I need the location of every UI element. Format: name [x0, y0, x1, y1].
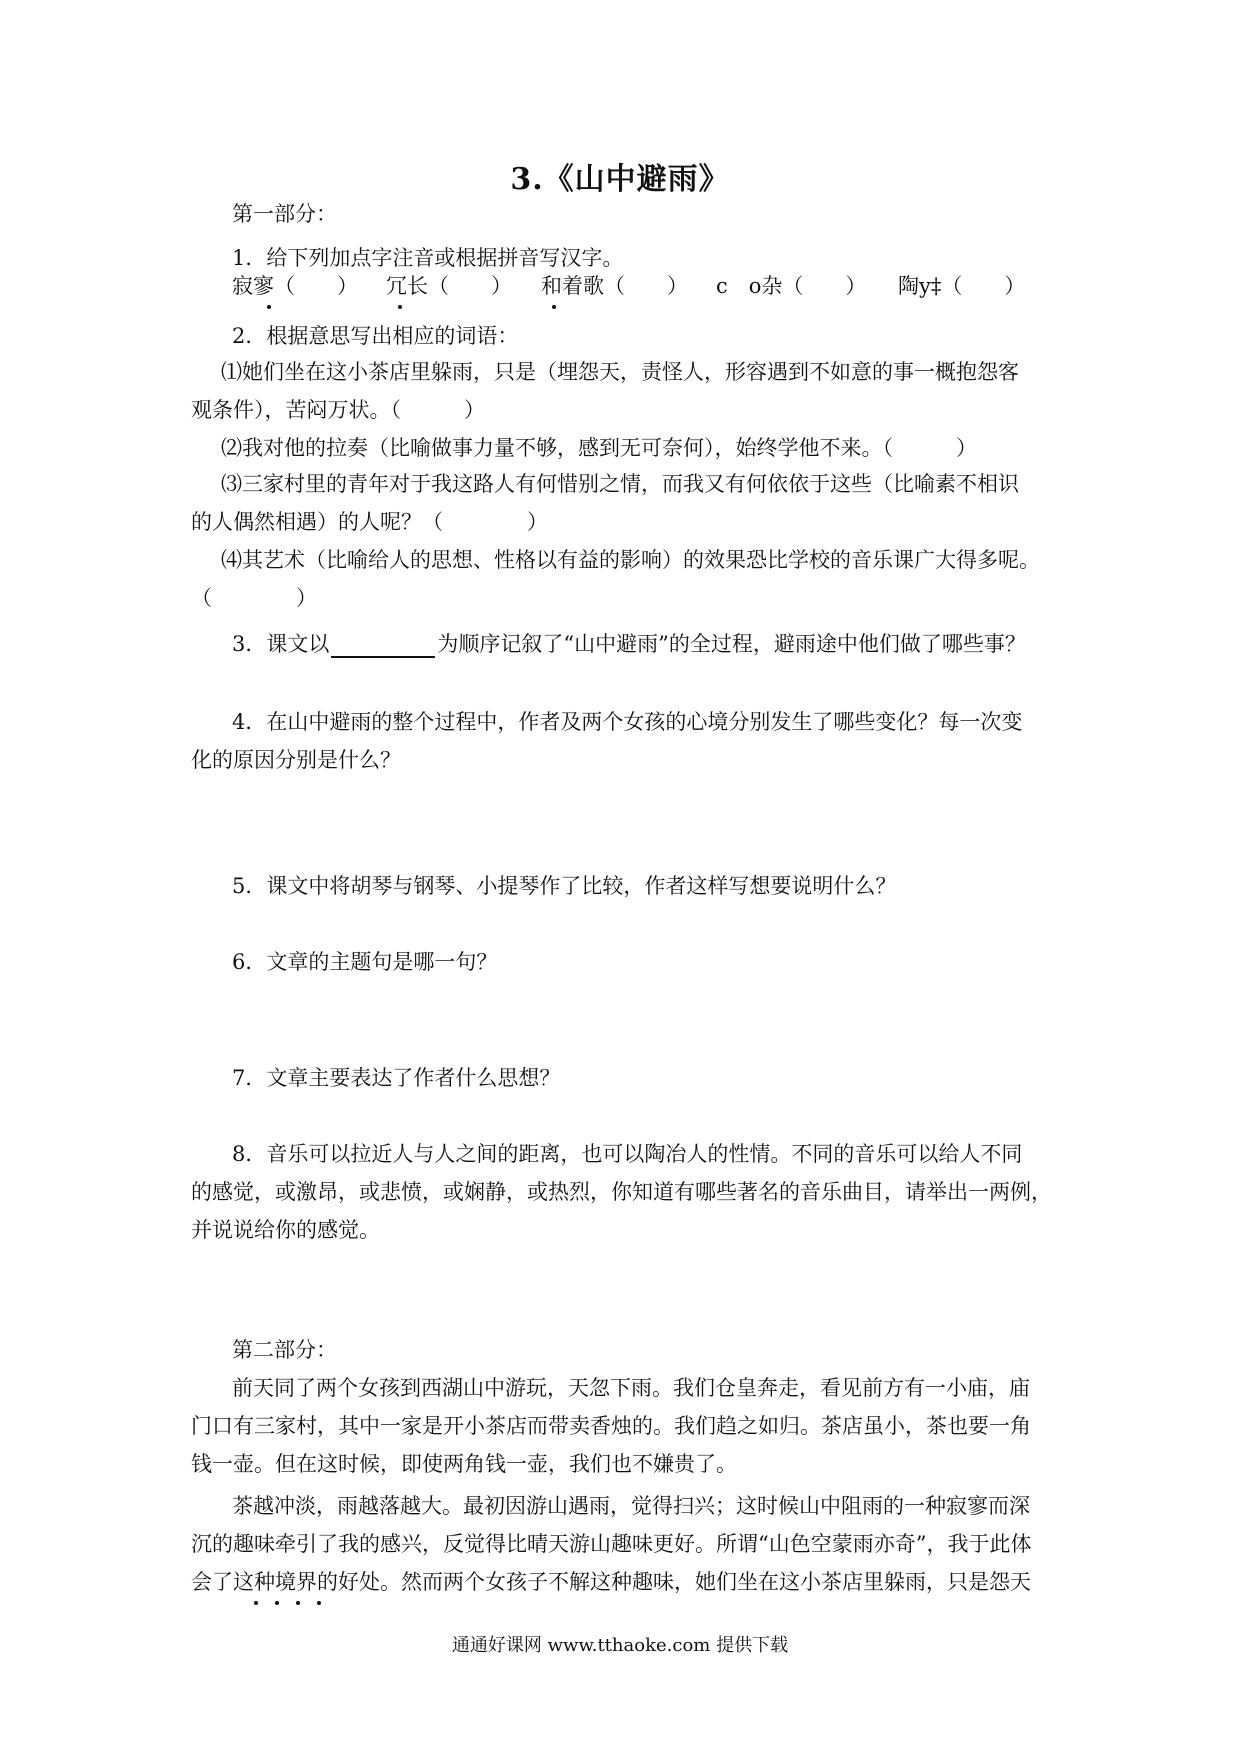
q2-sentence-3-line-2: 的人偶然相遇）的人呢？（ ）: [191, 510, 548, 534]
passage-p2-line-2: 沉的趣味牵引了我的感兴，反觉得比晴天游山趣味更好。所谓“山色空蒙雨亦奇”，我于此体: [191, 1532, 1032, 1556]
q3-text-after: 为顺序记叙了“山中避雨”的全过程，避雨途中他们做了哪些事？: [437, 632, 1026, 656]
q2-sentence-3-line-1: ⑶三家村里的青年对于我这路人有何惜别之情，而我又有何依依于这些（比喻素不相识: [221, 472, 1019, 496]
passage-p1-line-1: 前天同了两个女孩到西湖山中游玩，天忽下雨。我们仓皇奔走，看见前方有一小庙，庙: [232, 1376, 1030, 1400]
q2-sentence-1-line-1: ⑴她们坐在这小茶店里躲雨，只是（埋怨天，责怪人，形容遇到不如意的事一概抱怨客: [221, 360, 1019, 384]
q1-item-2: 冗长（ ）: [386, 274, 512, 298]
q2-sentence-4-line-2: （ ）: [191, 586, 317, 610]
page-footer: 通通好课网 www.tthaoke.com 提供下载: [451, 1635, 789, 1656]
q1-item-4: c o杂（ ）: [716, 274, 867, 298]
emphasis-dot: [552, 305, 556, 309]
passage-p1-line-3: 钱一壶。但在这时候，即使两角钱一壶，我们也不嫌贵了。: [191, 1452, 737, 1476]
q8-line-1: 8．音乐可以拉近人与人之间的距离，也可以陶冶人的性情。不同的音乐可以给人不同: [232, 1142, 1023, 1166]
q7: 7．文章主要表达了作者什么思想？: [232, 1066, 561, 1090]
q4-line-1: 4．在山中避雨的整个过程中，作者及两个女孩的心境分别发生了哪些变化？每一次变: [232, 710, 1023, 734]
emphasis-dot: [317, 1601, 321, 1605]
emphasis-dot: [267, 305, 271, 309]
q2-sentence-4-line-1: ⑷其艺术（比喻给人的思想、性格以有益的影响）的效果恐比学校的音乐课广大得多呢。: [221, 548, 1040, 572]
emphasis-dot: [296, 1601, 300, 1605]
emphasis-dot: [398, 305, 402, 309]
q5: 5．课文中将胡琴与钢琴、小提琴作了比较，作者这样写想要说明什么？: [232, 874, 897, 898]
q3: [232, 630, 1026, 658]
passage-p2-line-1: 茶越冲淡，雨越落越大。最初因游山遇雨，觉得扫兴；这时候山中阻雨的一种寂寥而深: [232, 1494, 1030, 1518]
q1-item-1: 寂寥（ ）: [232, 274, 358, 298]
document-title: 3.《山中避雨》: [510, 162, 730, 197]
q2-sentence-2: ⑵我对他的拉奏（比喻做事力量不够，感到无可奈何），始终学他不来。（ ）: [221, 436, 977, 460]
q3-blank: [331, 634, 435, 658]
q1-prompt: 1．给下列加点字注音或根据拼音写汉字。: [232, 246, 624, 270]
q8-line-3: 并说说给你的感觉。: [191, 1218, 380, 1242]
emphasis-dot: [254, 1601, 258, 1605]
q3-text-before: 3．课文以: [232, 632, 330, 656]
q4-line-2: 化的原因分别是什么？: [191, 748, 401, 772]
q1-item-5: 陶y‡（ ）: [898, 274, 1026, 298]
passage-p1-line-2: 门口有三家村，其中一家是开小茶店而带卖香烛的。我们趋之如归。茶店虽小，茶也要一角: [191, 1414, 1031, 1438]
part1-heading: 第一部分：: [232, 202, 337, 226]
part2-heading: 第二部分：: [232, 1338, 337, 1362]
q8-line-2: 的感觉，或激昂，或悲愤，或娴静，或热烈，你知道有哪些著名的音乐曲目，请举出一两例，: [191, 1180, 1052, 1204]
passage-p2-line-3: 会了这种境界的好处。然而两个女孩子不解这种趣味，她们坐在这小茶店里躲雨，只是怨天: [191, 1570, 1031, 1594]
q2-prompt: 2．根据意思写出相应的词语：: [232, 324, 519, 348]
q1-item-3: 和着歌（ ）: [541, 274, 688, 298]
emphasis-dot: [275, 1601, 279, 1605]
q2-sentence-1-line-2: 观条件），苦闷万状。（ ）: [191, 398, 485, 422]
q6: 6．文章的主题句是哪一句？: [232, 950, 498, 974]
